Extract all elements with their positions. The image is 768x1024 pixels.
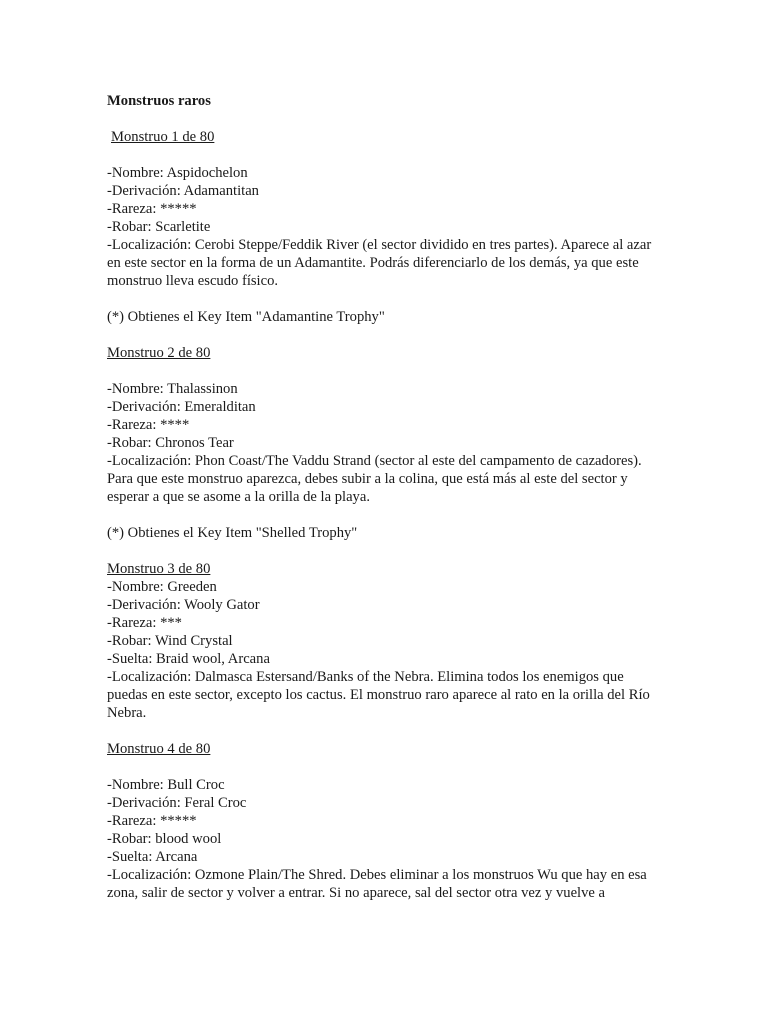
monster-heading: Monstruo 1 de 80 — [111, 129, 215, 145]
spacer — [107, 146, 667, 164]
spacer — [107, 542, 667, 560]
monster-entry-2 — [107, 344, 667, 560]
spacer — [107, 110, 667, 128]
monster-location: -Localización: Phon Coast/The Vaddu Strand (sector al este del campamento de cazadores). Para que este monstruo aparezca, debes subir a la colina, que está más al este del sector y esperar a que se asome a la orilla de la playa. — [107, 453, 642, 505]
monster-derivation: -Derivación: Wooly Gator — [107, 597, 260, 613]
monster-location: -Localización: Cerobi Steppe/Feddik River (el sector dividido en tres partes). Aparece al azar en este sector en la forma de un Adamantite. Podrás diferenciarlo de los demás, ya que este monstruo lleva escudo físico. — [107, 237, 652, 289]
spacer — [107, 758, 667, 776]
monster-heading: Monstruo 4 de 80 — [107, 741, 211, 757]
monster-entry-1 — [107, 128, 667, 344]
monster-derivation: -Derivación: Adamantitan — [107, 183, 259, 199]
monster-name: -Nombre: Bull Croc — [107, 777, 225, 793]
monster-steal: -Robar: Wind Crystal — [107, 633, 233, 649]
monster-heading: Monstruo 3 de 80 — [107, 561, 211, 577]
spacer — [107, 290, 667, 308]
monster-rarity: -Rareza: ***** — [107, 813, 197, 829]
monster-steal: -Robar: Scarletite — [107, 219, 211, 235]
spacer — [107, 326, 667, 344]
monster-entry-4 — [107, 740, 667, 902]
monster-derivation: -Derivación: Feral Croc — [107, 795, 247, 811]
monster-note: (*) Obtienes el Key Item "Adamantine Trophy" — [107, 309, 385, 325]
monster-drop: -Suelta: Arcana — [107, 849, 198, 865]
monster-note: (*) Obtienes el Key Item "Shelled Trophy" — [107, 525, 358, 541]
monster-name: -Nombre: Aspidochelon — [107, 165, 248, 181]
monster-location: -Localización: Dalmasca Estersand/Banks of the Nebra. Elimina todos los enemigos que puedas en este sector, excepto los cactus. El monstruo raro aparece al rato en la orilla del Río Nebra. — [107, 669, 650, 721]
monster-entry-3 — [107, 560, 667, 740]
spacer — [107, 506, 667, 524]
monster-drop: -Suelta: Braid wool, Arcana — [107, 651, 270, 667]
monster-steal: -Robar: blood wool — [107, 831, 222, 847]
monster-name: -Nombre: Greeden — [107, 579, 217, 595]
monster-location: -Localización: Ozmone Plain/The Shred. Debes eliminar a los monstruos Wu que hay en esa zona, salir de sector y volver a entrar. Si no aparece, sal del sector otra vez y vuelve a — [107, 867, 647, 901]
document-title: Monstruos raros — [107, 93, 211, 109]
monster-heading: Monstruo 2 de 80 — [107, 345, 211, 361]
monster-derivation: -Derivación: Emeralditan — [107, 399, 256, 415]
monster-steal: -Robar: Chronos Tear — [107, 435, 234, 451]
monster-rarity: -Rareza: ***** — [107, 201, 197, 217]
monster-name: -Nombre: Thalassinon — [107, 381, 238, 397]
monster-rarity: -Rareza: *** — [107, 615, 182, 631]
spacer — [107, 722, 667, 740]
document-page — [107, 92, 667, 902]
monster-rarity: -Rareza: **** — [107, 417, 190, 433]
spacer — [107, 362, 667, 380]
